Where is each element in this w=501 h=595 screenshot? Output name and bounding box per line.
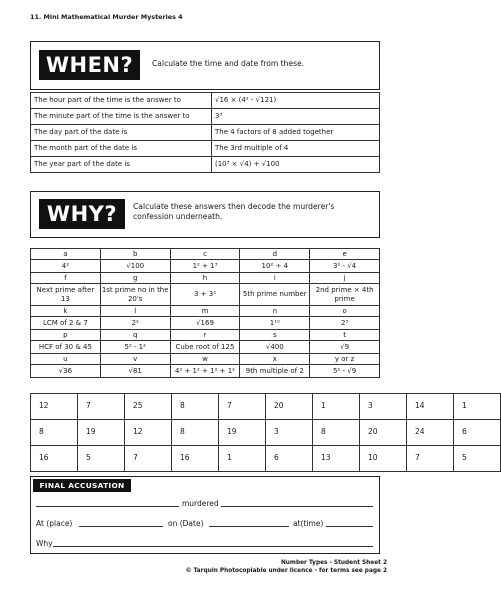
code-letter: f [31, 273, 101, 284]
number-cell: 6 [454, 420, 501, 446]
when-clue: The year part of the date is [31, 157, 212, 173]
when-clue: The month part of the date is [31, 141, 212, 157]
code-letter-row [31, 306, 380, 317]
code-clue: 4² + 1² + 1² + 1² [170, 365, 240, 378]
code-clue: √81 [100, 365, 170, 378]
why-instruction: Calculate these answers then decode the murderer's confession underneath. [133, 202, 335, 221]
code-clue-row [31, 317, 380, 330]
number-cell: 16 [172, 446, 219, 472]
footer-sheet-title: Number Types - Student Sheet 2 [280, 560, 387, 566]
number-cell: 6 [266, 446, 313, 472]
code-letter: t [310, 330, 380, 341]
code-clue: 1¹⁰ [240, 317, 310, 330]
number-cell: 19 [219, 420, 266, 446]
place-label: At (place) [36, 519, 73, 528]
code-letter: r [170, 330, 240, 341]
code-clue: 5² - 1² [100, 341, 170, 354]
code-clue: Next prime after 13 [31, 284, 101, 306]
number-cell: 7 [407, 446, 454, 472]
when-value: 3³ [212, 109, 380, 125]
code-table [30, 248, 380, 378]
number-cell: 7 [125, 446, 172, 472]
when-label: WHEN? [39, 50, 140, 80]
code-clue: √400 [240, 341, 310, 354]
number-cell: 10 [360, 446, 407, 472]
code-clue-row [31, 260, 380, 273]
number-cell: 8 [313, 420, 360, 446]
when-row [31, 93, 380, 109]
number-cell: 7 [219, 394, 266, 420]
code-letter: g [100, 273, 170, 284]
number-cell: 24 [407, 420, 454, 446]
code-clue: 2³ [310, 317, 380, 330]
code-clue: 1st prime no in the 20's [100, 284, 170, 306]
date-blank[interactable] [209, 526, 289, 527]
number-row [31, 394, 501, 420]
date-label: on (Date) [168, 519, 204, 528]
when-value: The 3rd multiple of 4 [212, 141, 380, 157]
code-clue-row [31, 341, 380, 354]
murderer-blank[interactable] [36, 506, 179, 507]
when-row [31, 109, 380, 125]
code-letter: y or z [310, 354, 380, 365]
code-clue: Cube root of 125 [170, 341, 240, 354]
when-row [31, 157, 380, 173]
code-clue: 3² - √4 [310, 260, 380, 273]
code-clue: LCM of 2 & 7 [31, 317, 101, 330]
when-value: (10³ × √4) + √100 [212, 157, 380, 173]
final-accusation-box [30, 476, 380, 554]
code-letter: e [310, 249, 380, 260]
code-clue: 3 + 3² [170, 284, 240, 306]
number-cell: 5 [454, 446, 501, 472]
code-clue: 9th multiple of 2 [240, 365, 310, 378]
code-clue: √9 [310, 341, 380, 354]
number-cell: 7 [78, 394, 125, 420]
code-clue: HCF of 30 & 45 [31, 341, 101, 354]
number-cell: 1 [219, 446, 266, 472]
code-letter-row [31, 249, 380, 260]
code-clue-row [31, 365, 380, 378]
page-header: 11. Mini Mathematical Murder Mysteries 4 [30, 13, 183, 21]
when-row [31, 141, 380, 157]
footer-copyright: © Tarquin Photocopiable under licence - for terms see page 2 [185, 568, 387, 574]
number-cell: 25 [125, 394, 172, 420]
why-blank[interactable] [53, 546, 373, 547]
number-cell: 12 [125, 420, 172, 446]
code-letter: b [100, 249, 170, 260]
code-letter-row [31, 273, 380, 284]
number-cell: 12 [31, 394, 78, 420]
code-clue: √100 [100, 260, 170, 273]
victim-blank[interactable] [221, 506, 373, 507]
code-letter: l [100, 306, 170, 317]
murdered-label: murdered [182, 499, 219, 508]
code-letter: m [170, 306, 240, 317]
number-cell: 3 [266, 420, 313, 446]
when-row [31, 125, 380, 141]
number-grid [30, 393, 501, 472]
final-accusation-title: FINAL ACCUSATION [33, 479, 131, 492]
place-blank[interactable] [79, 526, 163, 527]
when-box [30, 41, 380, 90]
time-label: at(time) [293, 519, 324, 528]
when-clue: The minute part of the time is the answer to [31, 109, 212, 125]
when-value: The 4 factors of 8 added together [212, 125, 380, 141]
code-letter-row [31, 354, 380, 365]
code-clue: √36 [31, 365, 101, 378]
code-letter: n [240, 306, 310, 317]
code-letter: c [170, 249, 240, 260]
code-clue: 5² - √9 [310, 365, 380, 378]
number-cell: 8 [31, 420, 78, 446]
number-cell: 13 [313, 446, 360, 472]
code-letter: w [170, 354, 240, 365]
when-clue: The day part of the date is [31, 125, 212, 141]
number-cell: 16 [31, 446, 78, 472]
code-clue: 2² [100, 317, 170, 330]
code-letter: o [310, 306, 380, 317]
code-letter: j [310, 273, 380, 284]
number-cell: 3 [360, 394, 407, 420]
code-letter: p [31, 330, 101, 341]
code-letter: x [240, 354, 310, 365]
why-box [30, 191, 380, 238]
number-cell: 1 [313, 394, 360, 420]
code-letter: s [240, 330, 310, 341]
why-label: WHY? [39, 199, 125, 229]
code-letter: u [31, 354, 101, 365]
code-letter-row [31, 330, 380, 341]
code-letter: a [31, 249, 101, 260]
number-cell: 5 [78, 446, 125, 472]
why-label-final: Why [36, 539, 53, 548]
code-clue-row [31, 284, 380, 306]
number-cell: 14 [407, 394, 454, 420]
code-letter: i [240, 273, 310, 284]
time-blank[interactable] [326, 526, 373, 527]
when-value: √16 × (4² - √121) [212, 93, 380, 109]
number-cell: 1 [454, 394, 501, 420]
when-instruction: Calculate the time and date from these. [152, 59, 305, 68]
code-letter: d [240, 249, 310, 260]
code-letter: h [170, 273, 240, 284]
code-letter: k [31, 306, 101, 317]
number-cell: 20 [266, 394, 313, 420]
code-letter: v [100, 354, 170, 365]
number-cell: 19 [78, 420, 125, 446]
number-cell: 20 [360, 420, 407, 446]
code-clue: 2nd prime × 4th prime [310, 284, 380, 306]
code-clue: √169 [170, 317, 240, 330]
code-clue: 1² + 1³ [170, 260, 240, 273]
number-row [31, 446, 501, 472]
number-cell: 8 [172, 420, 219, 446]
code-letter: q [100, 330, 170, 341]
number-row [31, 420, 501, 446]
number-cell: 8 [172, 394, 219, 420]
code-clue: 10² ÷ 4 [240, 260, 310, 273]
when-table [30, 92, 380, 173]
code-clue: 4² [31, 260, 101, 273]
when-clue: The hour part of the time is the answer to [31, 93, 212, 109]
code-clue: 5th prime number [240, 284, 310, 306]
